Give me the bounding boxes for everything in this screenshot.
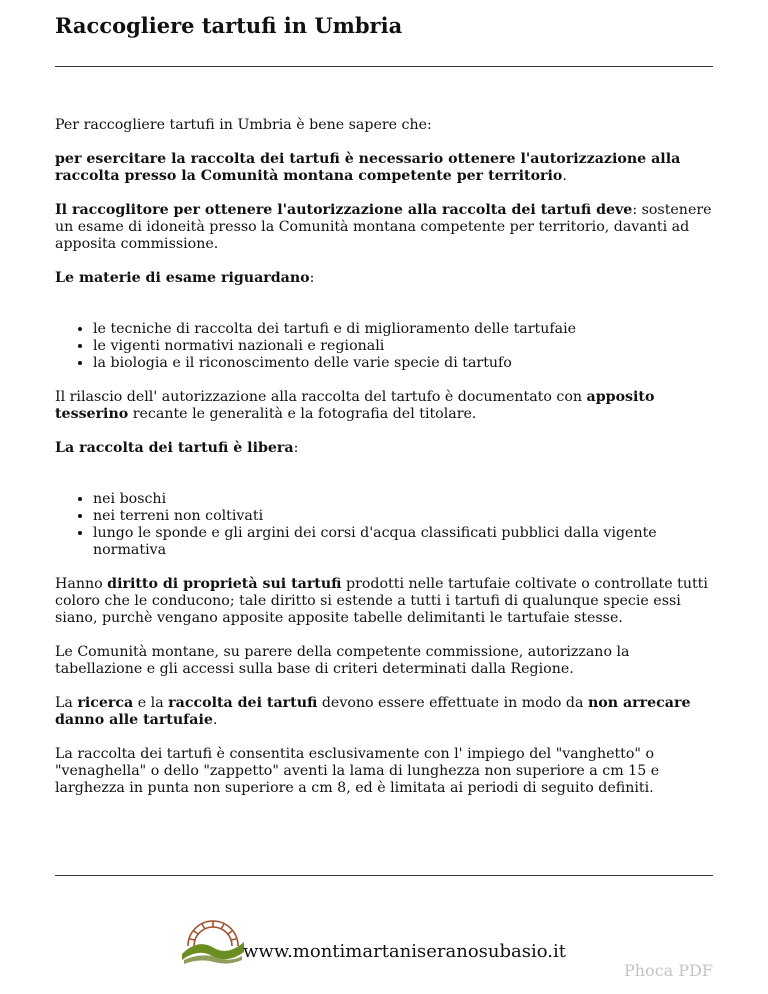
- free-bold: La raccolta dei tartufi è libera: [55, 440, 294, 456]
- footer-divider: [55, 875, 713, 876]
- search-t2: e la: [133, 695, 169, 711]
- gatherer-rest: : sostenere un esame di idoneità presso la Comunità montana competente per territorio, davanti ad apposita commissione.: [55, 202, 712, 252]
- list-item: • le vigenti normativi nazionali e regionali: [93, 338, 713, 355]
- search-b1: ricerca: [77, 695, 134, 711]
- card-start: Il rilascio dell' autorizzazione alla raccolta del tartufo è documentato con: [55, 389, 587, 405]
- authorization-end: .: [562, 168, 567, 184]
- gatherer-bold: Il raccoglitore per ottenere l'autorizzazione alla raccolta dei tartufi deve: [55, 202, 633, 218]
- card-bold: apposito tesserino: [55, 389, 655, 422]
- exam-heading: [55, 270, 713, 287]
- list-item: • la biologia e il riconoscimento delle varie specie di tartufo: [93, 355, 713, 372]
- free-places-list: [55, 491, 713, 559]
- spacer: [55, 304, 713, 321]
- exam-end: :: [309, 270, 315, 286]
- search-t1: La: [55, 695, 78, 711]
- free-end: :: [293, 440, 299, 456]
- search-t4: .: [212, 712, 218, 728]
- search-paragraph: [55, 695, 713, 729]
- intro-paragraph: Per raccogliere tartufi in Umbria è bene sapere che:: [55, 117, 432, 133]
- list-item: • le tecniche di raccolta dei tartufi e di miglioramento delle tartufaie: [93, 321, 713, 338]
- tools-paragraph: La raccolta dei tartufi è consentita esclusivamente con l' impiego del "vanghetto" o "venaghella" o dello "zappetto" aventi la lama di lunghezza non superiore a cm 15 e larghezza in punta non superiore a cm 8, ed è limitata ai periodi di seguito definiti.: [55, 746, 660, 796]
- gatherer-paragraph: [55, 202, 713, 253]
- ownership-start: Hanno: [55, 576, 108, 592]
- generator-watermark: Phoca PDF: [624, 961, 713, 980]
- header-divider: [55, 66, 713, 67]
- card-end: recante le generalità e la fotografia del titolare.: [128, 406, 477, 422]
- hills-sun-logo-icon: [180, 912, 246, 966]
- website-link[interactable]: www.montimartaniseranosubasio.it: [243, 941, 566, 962]
- list-item: • lungo le sponde e gli argini dei corsi d'acqua classificati pubblici dalla vigente normativa: [93, 525, 713, 559]
- spacer: [55, 474, 713, 491]
- authorization-paragraph: [55, 151, 713, 185]
- authorization-bold: per esercitare la raccolta dei tartufi è necessario ottenere l'autorizzazione alla raccolta presso la Comunità montana competente per territorio: [55, 151, 681, 184]
- list-item: • nei terreni non coltivati: [93, 508, 713, 525]
- card-paragraph: [55, 389, 713, 423]
- document-body: [55, 117, 713, 814]
- search-t3: devono essere effettuate in modo da: [317, 695, 588, 711]
- search-b2: raccolta dei tartufi: [168, 695, 318, 711]
- list-item: • nei boschi: [93, 491, 713, 508]
- exam-topics-list: [55, 321, 713, 372]
- free-heading: [55, 440, 713, 457]
- communities-paragraph: Le Comunità montane, su parere della competente commissione, autorizzano la tabellazione e gli accessi sulla base di criteri determinati dalla Regione.: [55, 644, 630, 677]
- ownership-bold: diritto di proprietà sui tartufi: [107, 576, 342, 592]
- ownership-paragraph: [55, 576, 713, 627]
- pdf-page: [55, 0, 713, 994]
- page-title: Raccogliere tartufi in Umbria: [55, 13, 403, 38]
- exam-bold: Le materie di esame riguardano: [55, 270, 310, 286]
- search-b3: non arrecare danno alle tartufaie: [55, 695, 691, 728]
- ownership-end: prodotti nelle tartufaie coltivate o controllate tutti coloro che le conducono; tale diritto si estende a tutti i tartufi di qualunque specie essi siano, purchè vengano apposite apposite tabelle delimitanti le tartufaie stesse.: [55, 576, 708, 626]
